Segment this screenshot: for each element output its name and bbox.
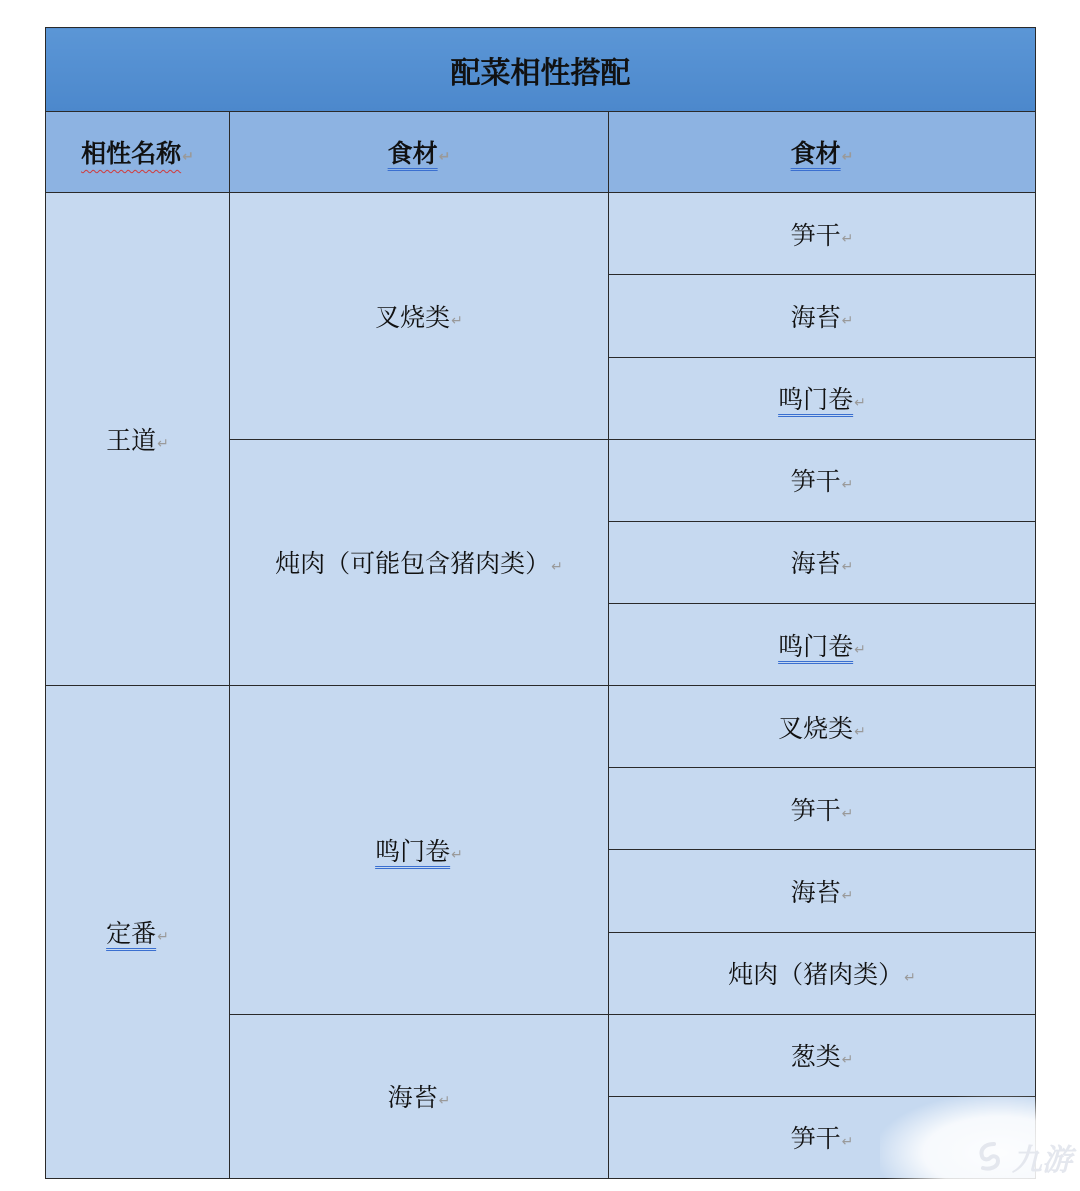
pair-cell <box>609 521 1036 603</box>
paragraph-mark-icon: ↵ <box>841 312 854 329</box>
ingredient-name: 海苔 <box>387 1083 438 1113</box>
pair-name: 葱类 <box>790 1042 841 1072</box>
group-name: 王道 <box>106 426 157 456</box>
pair-name: 鸣门卷 <box>778 631 854 661</box>
pair-name: 鸣门卷 <box>778 385 854 415</box>
paragraph-mark-icon: ↵ <box>438 149 451 166</box>
header-row <box>46 112 1036 193</box>
table-row <box>46 686 1036 768</box>
pair-name: 笋干 <box>790 795 841 825</box>
pair-cell <box>609 275 1036 357</box>
paragraph-mark-icon: ↵ <box>551 559 563 576</box>
header-ingredient-label: 食材 <box>387 139 438 169</box>
group-name-cell <box>46 686 230 1179</box>
ingredient-name: 叉烧类 <box>375 302 451 332</box>
pair-cell <box>609 603 1036 685</box>
group-name: 定番 <box>106 919 157 949</box>
pair-name: 海苔 <box>790 302 841 332</box>
jiuyou-logo-icon <box>974 1140 1008 1174</box>
paragraph-mark-icon: ↵ <box>854 395 866 412</box>
ingredient-cell <box>230 1014 609 1178</box>
paragraph-mark-icon: ↵ <box>451 312 463 329</box>
ingredient-name: 鸣门卷 <box>375 836 451 866</box>
pairing-table-container <box>45 27 1035 1179</box>
pair-cell <box>609 439 1036 521</box>
pair-name: 海苔 <box>790 877 841 907</box>
pair-cell <box>609 1014 1036 1096</box>
header-cell-category <box>46 112 230 193</box>
pair-name: 叉烧类 <box>778 713 854 743</box>
header-cell-ingredient <box>230 112 609 193</box>
pair-cell <box>609 193 1036 275</box>
ingredient-cell <box>230 193 609 439</box>
header-cell-ingredient-pair <box>609 112 1036 193</box>
paragraph-mark-icon: ↵ <box>854 641 866 658</box>
pair-name: 笋干 <box>790 1124 841 1154</box>
paragraph-mark-icon: ↵ <box>157 929 169 946</box>
ingredient-cell <box>230 439 609 685</box>
paragraph-mark-icon: ↵ <box>182 149 194 166</box>
table-title: 配菜相性搭配 <box>450 55 631 91</box>
ingredient-cell <box>230 686 609 1015</box>
pair-cell <box>609 932 1036 1014</box>
pairing-table <box>45 27 1036 1179</box>
pair-cell <box>609 357 1036 439</box>
paragraph-mark-icon: ↵ <box>841 887 854 904</box>
table-row <box>46 193 1036 275</box>
paragraph-mark-icon: ↵ <box>451 846 463 863</box>
ingredient-name: 炖肉（可能包含猪肉类） <box>275 549 551 579</box>
paragraph-mark-icon: ↵ <box>841 230 854 247</box>
watermark-text: 九游 <box>1012 1143 1072 1178</box>
paragraph-mark-icon: ↵ <box>841 1052 854 1069</box>
watermark-logo <box>974 1135 1072 1179</box>
pair-name: 笋干 <box>790 220 841 250</box>
title-row <box>46 28 1036 112</box>
paragraph-mark-icon: ↵ <box>841 559 854 576</box>
paragraph-mark-icon: ↵ <box>854 723 866 740</box>
paragraph-mark-icon: ↵ <box>841 477 854 494</box>
watermark <box>880 1096 1080 1191</box>
group-name-cell <box>46 193 230 686</box>
pair-cell <box>609 850 1036 932</box>
paragraph-mark-icon: ↵ <box>841 149 854 166</box>
pair-cell <box>609 686 1036 768</box>
paragraph-mark-icon: ↵ <box>157 436 169 453</box>
paragraph-mark-icon: ↵ <box>438 1093 451 1110</box>
pair-name: 炖肉（猪肉类） <box>728 960 904 990</box>
paragraph-mark-icon: ↵ <box>841 805 854 822</box>
pair-name: 海苔 <box>790 549 841 579</box>
paragraph-mark-icon: ↵ <box>904 970 916 987</box>
header-category-label: 相性名称 <box>81 139 182 169</box>
header-ingredient-pair-label: 食材 <box>790 139 841 169</box>
paragraph-mark-icon: ↵ <box>841 1134 854 1151</box>
pair-name: 笋干 <box>790 467 841 497</box>
table-title-cell <box>46 28 1036 112</box>
pair-cell <box>609 768 1036 850</box>
